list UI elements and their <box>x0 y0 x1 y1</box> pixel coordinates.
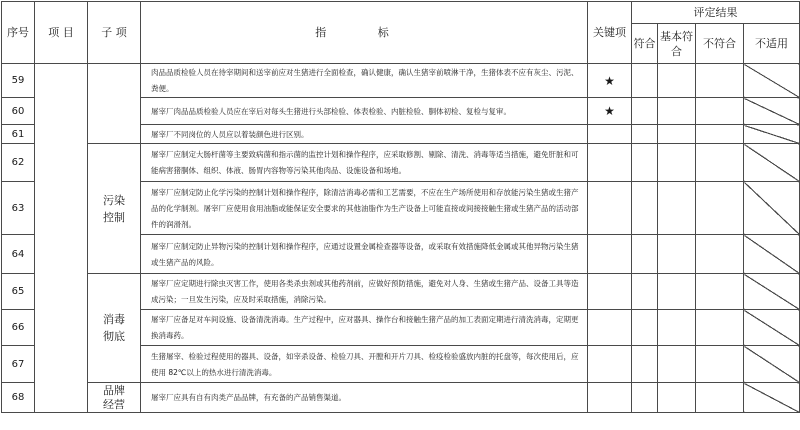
result-nonconform[interactable] <box>696 346 744 383</box>
result-nonconform[interactable] <box>696 310 744 346</box>
result-nonconform[interactable] <box>696 98 744 125</box>
not-applicable-diagonal <box>744 182 800 235</box>
result-basic-conform[interactable] <box>658 182 696 235</box>
result-conform[interactable] <box>632 346 658 383</box>
table-row <box>2 144 800 182</box>
key-item-star <box>588 125 632 144</box>
header-seq: 序号 <box>2 2 35 64</box>
key-item-star: ★ <box>588 64 632 98</box>
header-evaluation: 评定结果 <box>632 2 800 24</box>
row-number: 67 <box>2 346 35 383</box>
result-nonconform[interactable] <box>696 64 744 98</box>
result-nonconform[interactable] <box>696 383 744 413</box>
table-row <box>2 274 800 310</box>
row-number: 60 <box>2 98 35 125</box>
result-basic-conform[interactable] <box>658 98 696 125</box>
header-conform: 符合 <box>632 24 658 64</box>
result-basic-conform[interactable] <box>658 346 696 383</box>
row-number: 62 <box>2 144 35 182</box>
indicator-text: 屠宰厂不同岗位的人员应以着装颜色进行区别。 <box>141 125 588 144</box>
indicator-text: 屠宰厂应备足对车间设施、设备清洗消毒。生产过程中，应对器具、操作台和接触生猪产品的加工表面定期进行清洗消毒，定期更换消毒药。 <box>141 310 588 346</box>
result-basic-conform[interactable] <box>658 64 696 98</box>
row-number: 59 <box>2 64 35 98</box>
result-nonconform[interactable] <box>696 144 744 182</box>
indicator-text: 屠宰厂应制定防止异物污染的控制计划和操作程序，应通过设置金属检查器等设备，或采取有效措施降低金属或其他异物污染生猪或生猪产品的风险。 <box>141 235 588 274</box>
result-conform[interactable] <box>632 310 658 346</box>
header-not-applicable: 不适用 <box>744 24 800 64</box>
row-number: 63 <box>2 182 35 235</box>
row-number: 65 <box>2 274 35 310</box>
table-row <box>2 64 800 98</box>
result-basic-conform[interactable] <box>658 144 696 182</box>
key-item-star <box>588 235 632 274</box>
row-number: 61 <box>2 125 35 144</box>
table-row <box>2 383 800 413</box>
result-nonconform[interactable] <box>696 274 744 310</box>
not-applicable-diagonal <box>744 64 800 98</box>
key-item-star <box>588 144 632 182</box>
result-conform[interactable] <box>632 383 658 413</box>
key-item-star <box>588 274 632 310</box>
not-applicable-diagonal <box>744 125 800 144</box>
result-nonconform[interactable] <box>696 182 744 235</box>
result-basic-conform[interactable] <box>658 235 696 274</box>
result-conform[interactable] <box>632 98 658 125</box>
row-number: 66 <box>2 310 35 346</box>
header-item: 项 目 <box>35 2 88 64</box>
subitem-disinfection: 消毒彻底 <box>88 274 141 383</box>
result-conform[interactable] <box>632 64 658 98</box>
header-basic-conform: 基本符合 <box>658 24 696 64</box>
key-item-star: ★ <box>588 98 632 125</box>
not-applicable-diagonal <box>744 144 800 182</box>
key-item-star <box>588 383 632 413</box>
not-applicable-diagonal <box>744 235 800 274</box>
item-cell <box>35 64 88 413</box>
indicator-text: 生猪屠宰、检验过程使用的器具、设备，如宰杀设备、检验刀具、开膛和开片刀具、检疫检验盛放内脏的托盘等，每次使用后，应使用 82℃以上的热水进行清洗消毒。 <box>141 346 588 383</box>
not-applicable-diagonal <box>744 310 800 346</box>
indicator-text: 屠宰厂应制定大肠杆菌等主要致病菌和指示菌的监控计划和操作程序，应采取修割、剔除、清洗、消毒等适当措施，避免肝脏和可能病害猪胴体、组织、体液、肠胃内容物等污染其他肉品、设施设备和场地。 <box>141 144 588 182</box>
indicator-text: 屠宰厂肉品品质检验人员应在宰后对每头生猪进行头部检验、体表检验、内脏检验、胴体初检、复检与复审。 <box>141 98 588 125</box>
result-basic-conform[interactable] <box>658 125 696 144</box>
result-basic-conform[interactable] <box>658 383 696 413</box>
indicator-text: 屠宰厂应具有自有肉类产品品牌，有充备的产品销售渠道。 <box>141 383 588 413</box>
header-indicator-label: 指 标 <box>315 26 413 39</box>
not-applicable-diagonal <box>744 98 800 125</box>
indicator-text: 屠宰厂应定期进行除虫灭害工作，使用各类杀虫剂或其他药剂前，应做好预防措施，避免对人身、生猪或生猪产品、设备工具等造成污染；一旦发生污染，应及时采取措施，消除污染。 <box>141 274 588 310</box>
result-conform[interactable] <box>632 125 658 144</box>
row-number: 64 <box>2 235 35 274</box>
result-conform[interactable] <box>632 274 658 310</box>
header-subitem: 子 项 <box>88 2 141 64</box>
result-conform[interactable] <box>632 182 658 235</box>
key-item-star <box>588 346 632 383</box>
subitem-cell <box>88 64 141 144</box>
not-applicable-diagonal <box>744 346 800 383</box>
result-nonconform[interactable] <box>696 125 744 144</box>
subitem-pollution-control: 污染控制 <box>88 144 141 274</box>
not-applicable-diagonal <box>744 383 800 413</box>
evaluation-table <box>1 1 800 413</box>
subitem-brand-operation: 品牌经营 <box>88 383 141 413</box>
indicator-text: 肉品品质检验人员在待宰期间和送宰前应对生猪进行全面检查，确认健康，确认生猪宰前喷淋干净，生猪体表不应有灰尘、污泥、粪便。 <box>141 64 588 98</box>
result-basic-conform[interactable] <box>658 274 696 310</box>
result-conform[interactable] <box>632 144 658 182</box>
row-number: 68 <box>2 383 35 413</box>
key-item-star <box>588 310 632 346</box>
header-indicator <box>141 2 588 64</box>
indicator-text: 屠宰厂应制定防止化学污染的控制计划和操作程序，除清洁消毒必需和工艺需要，不应在生产场所使用和存放能污染生猪或生猪产品的化学制剂。屠宰厂应使用食用油脂或能保证安全要求的其他油脂作为生产设备上可能直接或间接接触生猪或生猪产品的活动部件的润滑剂。 <box>141 182 588 235</box>
header-key-item: 关键项 <box>588 2 632 64</box>
key-item-star <box>588 182 632 235</box>
result-nonconform[interactable] <box>696 235 744 274</box>
result-conform[interactable] <box>632 235 658 274</box>
result-basic-conform[interactable] <box>658 310 696 346</box>
not-applicable-diagonal <box>744 274 800 310</box>
header-nonconform: 不符合 <box>696 24 744 64</box>
